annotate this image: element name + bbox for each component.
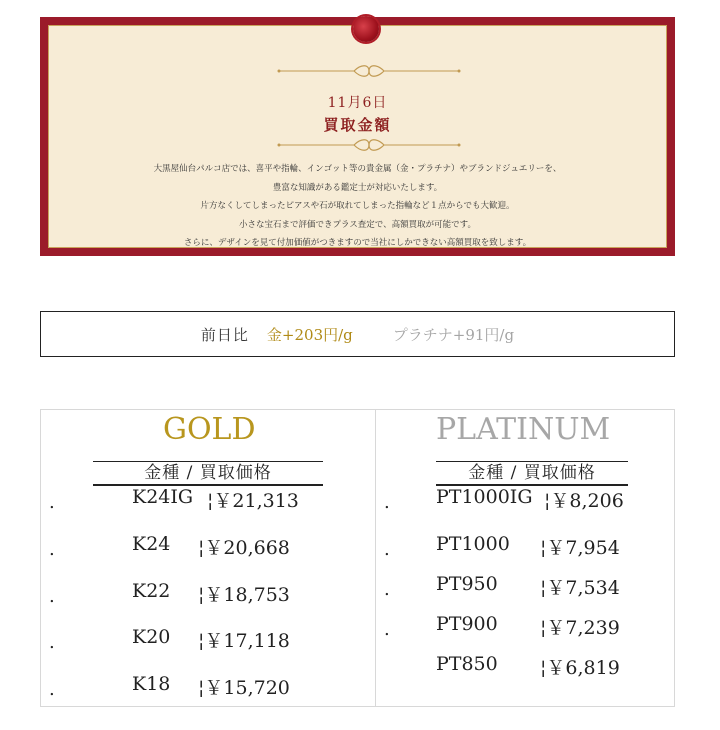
platinum-heading: PLATINUM — [436, 412, 611, 447]
card-line: 片方なくしてしまったピアスや石が取れてしまった指輪など１点からでも大歓迎。 — [200, 201, 515, 211]
wax-seal-icon — [353, 16, 379, 42]
card-description — [49, 160, 666, 253]
bullet-icon: . — [49, 492, 55, 513]
platinum-grade: PT950 — [436, 573, 498, 595]
daily-change-bar — [40, 311, 675, 357]
platinum-price: ¦￥7,954 — [540, 537, 620, 559]
price-card-inner — [48, 25, 667, 248]
price-table — [40, 409, 675, 707]
platinum-price: ¦￥8,206 — [544, 490, 624, 512]
gold-price: ¦￥18,753 — [198, 584, 290, 606]
platinum-row — [376, 486, 676, 512]
platinum-grade: PT900 — [436, 613, 498, 635]
gold-change: 金+203円/g — [266, 325, 353, 344]
bullet-icon: . — [49, 632, 55, 653]
gold-grade: K24 — [132, 533, 171, 555]
platinum-grade: PT1000 — [436, 533, 510, 555]
gold-grade: K20 — [132, 626, 171, 648]
price-card — [40, 17, 675, 256]
platinum-row — [376, 653, 676, 679]
platinum-grade: PT1000IG — [436, 486, 533, 508]
platinum-price: ¦￥7,239 — [540, 617, 620, 639]
gold-price: ¦￥21,313 — [207, 490, 299, 512]
gold-row — [41, 533, 375, 559]
platinum-row — [376, 533, 676, 559]
flourish-top-icon — [269, 64, 469, 78]
platinum-change: プラチナ+91円/g — [392, 325, 515, 344]
gold-grade: K18 — [132, 673, 171, 695]
daily-change-label: 前日比 — [200, 325, 249, 344]
platinum-subheading: 金種 / 買取価格 — [436, 461, 628, 486]
gold-column — [41, 410, 375, 706]
card-title: 買取金額 — [323, 116, 392, 134]
bullet-icon: . — [384, 539, 390, 560]
card-date: 11月6日 — [327, 95, 388, 111]
gold-subheading: 金種 / 買取価格 — [93, 461, 323, 486]
platinum-price: ¦￥7,534 — [540, 577, 620, 599]
gold-price: ¦￥17,118 — [198, 630, 290, 652]
flourish-bottom-icon — [269, 138, 469, 152]
gold-price: ¦￥20,668 — [198, 537, 290, 559]
bullet-icon: . — [384, 492, 390, 513]
gold-price: ¦￥15,720 — [198, 677, 290, 699]
card-line: 豊富な知識がある鑑定士が対応いたします。 — [272, 182, 443, 193]
gold-row — [41, 673, 375, 699]
platinum-row — [376, 613, 676, 639]
platinum-row — [376, 573, 676, 599]
gold-row — [41, 626, 375, 652]
bullet-icon: . — [49, 586, 55, 607]
bullet-icon: . — [49, 679, 55, 700]
gold-row — [41, 486, 375, 512]
gold-grade: K22 — [132, 580, 171, 602]
platinum-column — [376, 410, 676, 706]
platinum-price: ¦￥6,819 — [540, 657, 620, 679]
gold-row — [41, 580, 375, 606]
bullet-icon: . — [384, 579, 390, 600]
gold-heading: GOLD — [163, 412, 256, 447]
bullet-icon: . — [49, 539, 55, 560]
gold-grade: K24IG — [132, 486, 194, 508]
platinum-grade: PT850 — [436, 653, 498, 675]
bullet-icon: . — [384, 619, 390, 640]
card-line: さらに、デザインを見て付加価値がつきますので当社にしかできない高額買取を致します。 — [183, 238, 532, 248]
card-line: 大黒屋仙台パルコ店では、喜平や指輪、インゴット等の貴金属（金・プラチナ）やブランドジュエリーを、 — [153, 164, 562, 174]
card-line: 小さな宝石まで評価できプラス査定で、高額買取が可能です。 — [239, 219, 476, 230]
